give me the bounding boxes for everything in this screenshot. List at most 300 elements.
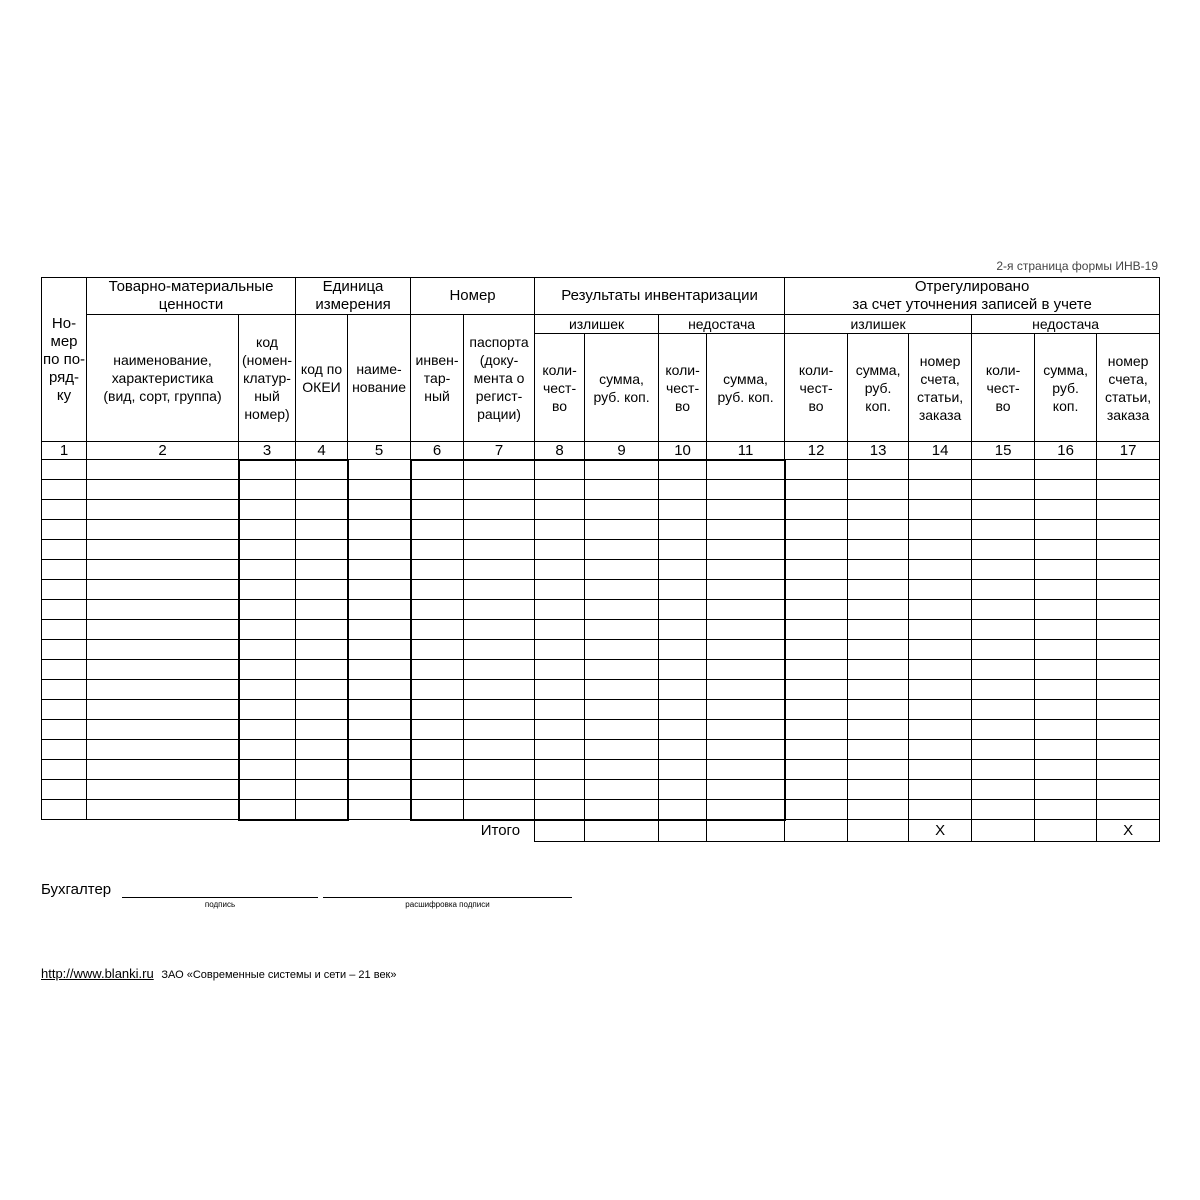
table-cell[interactable]	[239, 580, 296, 600]
table-cell[interactable]	[659, 460, 707, 480]
table-cell[interactable]	[659, 760, 707, 780]
table-cell[interactable]	[585, 780, 659, 800]
table-cell[interactable]	[848, 640, 909, 660]
table-cell[interactable]	[239, 600, 296, 620]
table-cell[interactable]	[585, 660, 659, 680]
table-cell[interactable]	[707, 760, 785, 780]
table-cell[interactable]	[296, 520, 348, 540]
table-cell[interactable]	[909, 560, 972, 580]
table-cell[interactable]	[348, 580, 411, 600]
table-cell[interactable]	[785, 540, 848, 560]
table-cell[interactable]	[1097, 460, 1160, 480]
table-cell[interactable]	[848, 780, 909, 800]
table-cell[interactable]	[848, 740, 909, 760]
table-cell[interactable]	[42, 460, 87, 480]
table-cell[interactable]	[972, 480, 1035, 500]
table-cell[interactable]	[464, 480, 535, 500]
table-cell[interactable]	[464, 620, 535, 640]
table-cell[interactable]	[464, 800, 535, 820]
table-cell[interactable]	[585, 700, 659, 720]
table-cell[interactable]	[1097, 780, 1160, 800]
table-cell[interactable]	[1097, 620, 1160, 640]
table-cell[interactable]	[464, 720, 535, 740]
table-cell[interactable]	[87, 460, 239, 480]
table-cell[interactable]	[909, 780, 972, 800]
table-cell[interactable]	[411, 720, 464, 740]
table-cell[interactable]	[972, 520, 1035, 540]
table-cell[interactable]	[972, 600, 1035, 620]
table-cell[interactable]	[848, 580, 909, 600]
table-cell[interactable]	[659, 480, 707, 500]
table-cell[interactable]	[464, 700, 535, 720]
table-cell[interactable]	[239, 660, 296, 680]
table-cell[interactable]	[42, 680, 87, 700]
table-cell[interactable]	[296, 460, 348, 480]
table-cell[interactable]	[1035, 580, 1097, 600]
table-cell[interactable]	[348, 720, 411, 740]
table-cell[interactable]	[848, 760, 909, 780]
table-cell[interactable]	[348, 700, 411, 720]
table-cell[interactable]	[909, 740, 972, 760]
table-cell[interactable]	[87, 640, 239, 660]
table-cell[interactable]	[42, 660, 87, 680]
table-cell[interactable]	[972, 460, 1035, 480]
table-cell[interactable]	[585, 540, 659, 560]
table-cell[interactable]	[411, 760, 464, 780]
table-cell[interactable]	[785, 720, 848, 740]
table-cell[interactable]	[296, 680, 348, 700]
table-cell[interactable]	[296, 720, 348, 740]
table-cell[interactable]	[42, 480, 87, 500]
table-cell[interactable]	[411, 660, 464, 680]
table-cell[interactable]	[464, 540, 535, 560]
table-cell[interactable]	[42, 520, 87, 540]
table-cell[interactable]	[535, 780, 585, 800]
table-cell[interactable]	[1097, 500, 1160, 520]
table-cell[interactable]	[87, 620, 239, 640]
table-cell[interactable]	[909, 700, 972, 720]
table-cell[interactable]	[464, 780, 535, 800]
table-cell[interactable]	[659, 700, 707, 720]
table-cell[interactable]	[909, 600, 972, 620]
table-cell[interactable]	[707, 660, 785, 680]
table-cell[interactable]	[1097, 640, 1160, 660]
table-cell[interactable]	[785, 660, 848, 680]
table-cell[interactable]	[348, 460, 411, 480]
signature-decode-line[interactable]	[323, 897, 572, 898]
table-cell[interactable]	[785, 760, 848, 780]
table-cell[interactable]	[535, 720, 585, 740]
table-cell[interactable]	[296, 640, 348, 660]
table-cell[interactable]	[585, 800, 659, 820]
table-cell[interactable]	[1035, 460, 1097, 480]
table-cell[interactable]	[464, 580, 535, 600]
table-cell[interactable]	[785, 460, 848, 480]
table-cell[interactable]	[535, 640, 585, 660]
table-cell[interactable]	[848, 600, 909, 620]
table-cell[interactable]	[87, 560, 239, 580]
table-cell[interactable]	[464, 600, 535, 620]
table-cell[interactable]	[535, 620, 585, 640]
table-cell[interactable]	[411, 700, 464, 720]
table-cell[interactable]	[535, 520, 585, 540]
table-cell[interactable]	[1035, 660, 1097, 680]
table-cell[interactable]	[411, 600, 464, 620]
table-cell[interactable]	[411, 620, 464, 640]
table-cell[interactable]	[848, 500, 909, 520]
table-cell[interactable]	[239, 700, 296, 720]
table-cell[interactable]	[1035, 780, 1097, 800]
table-cell[interactable]	[348, 540, 411, 560]
table-cell[interactable]	[848, 660, 909, 680]
table-cell[interactable]	[785, 700, 848, 720]
table-cell[interactable]	[1035, 560, 1097, 580]
table-cell[interactable]	[348, 520, 411, 540]
table-cell[interactable]	[1097, 800, 1160, 820]
table-cell[interactable]	[535, 600, 585, 620]
table-cell[interactable]	[659, 780, 707, 800]
table-cell[interactable]	[785, 560, 848, 580]
table-cell[interactable]	[707, 480, 785, 500]
table-cell[interactable]	[87, 580, 239, 600]
table-cell[interactable]	[411, 460, 464, 480]
table-cell[interactable]	[659, 500, 707, 520]
table-cell[interactable]	[348, 760, 411, 780]
table-cell[interactable]	[1097, 700, 1160, 720]
table-cell[interactable]	[42, 640, 87, 660]
table-cell[interactable]	[42, 620, 87, 640]
table-cell[interactable]	[296, 480, 348, 500]
table-cell[interactable]	[972, 540, 1035, 560]
table-cell[interactable]	[1097, 740, 1160, 760]
totals-cell[interactable]	[535, 820, 585, 842]
table-cell[interactable]	[972, 760, 1035, 780]
table-cell[interactable]	[909, 580, 972, 600]
table-cell[interactable]	[411, 640, 464, 660]
table-cell[interactable]	[535, 800, 585, 820]
table-cell[interactable]	[659, 660, 707, 680]
table-cell[interactable]	[464, 660, 535, 680]
table-cell[interactable]	[87, 500, 239, 520]
table-cell[interactable]	[87, 740, 239, 760]
table-cell[interactable]	[707, 640, 785, 660]
table-cell[interactable]	[348, 600, 411, 620]
table-cell[interactable]	[585, 620, 659, 640]
table-cell[interactable]	[348, 640, 411, 660]
table-cell[interactable]	[239, 460, 296, 480]
table-cell[interactable]	[296, 660, 348, 680]
table-cell[interactable]	[585, 580, 659, 600]
table-cell[interactable]	[87, 680, 239, 700]
table-cell[interactable]	[42, 700, 87, 720]
table-cell[interactable]	[535, 500, 585, 520]
table-cell[interactable]	[411, 680, 464, 700]
table-cell[interactable]	[659, 720, 707, 740]
table-cell[interactable]	[972, 780, 1035, 800]
table-cell[interactable]	[296, 780, 348, 800]
table-cell[interactable]	[909, 640, 972, 660]
table-cell[interactable]	[42, 720, 87, 740]
table-cell[interactable]	[1035, 500, 1097, 520]
table-cell[interactable]	[1097, 680, 1160, 700]
table-cell[interactable]	[909, 800, 972, 820]
table-cell[interactable]	[848, 680, 909, 700]
footer-link[interactable]: http://www.blanki.ru	[41, 966, 154, 981]
table-cell[interactable]	[239, 480, 296, 500]
table-cell[interactable]	[848, 460, 909, 480]
table-cell[interactable]	[707, 580, 785, 600]
table-cell[interactable]	[239, 540, 296, 560]
table-cell[interactable]	[972, 560, 1035, 580]
table-cell[interactable]	[535, 660, 585, 680]
table-cell[interactable]	[909, 520, 972, 540]
table-cell[interactable]	[239, 800, 296, 820]
table-cell[interactable]	[659, 620, 707, 640]
table-cell[interactable]	[348, 680, 411, 700]
table-cell[interactable]	[239, 780, 296, 800]
table-cell[interactable]	[42, 740, 87, 760]
table-cell[interactable]	[348, 620, 411, 640]
table-cell[interactable]	[1035, 540, 1097, 560]
table-cell[interactable]	[1035, 600, 1097, 620]
table-cell[interactable]	[535, 540, 585, 560]
table-cell[interactable]	[87, 660, 239, 680]
table-cell[interactable]	[848, 560, 909, 580]
table-cell[interactable]	[785, 740, 848, 760]
table-cell[interactable]	[239, 720, 296, 740]
table-cell[interactable]	[464, 560, 535, 580]
table-cell[interactable]	[464, 460, 535, 480]
table-cell[interactable]	[785, 500, 848, 520]
table-cell[interactable]	[659, 800, 707, 820]
table-cell[interactable]	[535, 740, 585, 760]
table-cell[interactable]	[239, 520, 296, 540]
table-cell[interactable]	[1097, 480, 1160, 500]
table-cell[interactable]	[1097, 720, 1160, 740]
table-cell[interactable]	[909, 480, 972, 500]
table-cell[interactable]	[659, 540, 707, 560]
table-cell[interactable]	[659, 680, 707, 700]
table-cell[interactable]	[659, 520, 707, 540]
table-cell[interactable]	[239, 560, 296, 580]
table-cell[interactable]	[659, 640, 707, 660]
table-cell[interactable]	[535, 700, 585, 720]
table-cell[interactable]	[87, 720, 239, 740]
totals-cell[interactable]	[707, 820, 785, 842]
table-cell[interactable]	[87, 600, 239, 620]
table-cell[interactable]	[42, 600, 87, 620]
table-cell[interactable]	[411, 560, 464, 580]
table-cell[interactable]	[464, 760, 535, 780]
table-cell[interactable]	[909, 660, 972, 680]
table-cell[interactable]	[659, 580, 707, 600]
table-cell[interactable]	[87, 480, 239, 500]
table-cell[interactable]	[972, 700, 1035, 720]
table-cell[interactable]	[785, 580, 848, 600]
table-cell[interactable]	[464, 680, 535, 700]
table-cell[interactable]	[972, 620, 1035, 640]
totals-cell[interactable]	[848, 820, 909, 842]
table-cell[interactable]	[707, 720, 785, 740]
table-cell[interactable]	[239, 740, 296, 760]
table-cell[interactable]	[411, 800, 464, 820]
table-cell[interactable]	[1035, 800, 1097, 820]
table-cell[interactable]	[296, 760, 348, 780]
table-cell[interactable]	[785, 780, 848, 800]
table-cell[interactable]	[585, 680, 659, 700]
table-cell[interactable]	[585, 480, 659, 500]
table-cell[interactable]	[972, 800, 1035, 820]
table-cell[interactable]	[909, 460, 972, 480]
table-cell[interactable]	[87, 760, 239, 780]
table-cell[interactable]	[411, 480, 464, 500]
table-cell[interactable]	[464, 500, 535, 520]
table-cell[interactable]	[909, 680, 972, 700]
totals-cell[interactable]	[585, 820, 659, 842]
table-cell[interactable]	[1097, 580, 1160, 600]
table-cell[interactable]	[707, 780, 785, 800]
table-cell[interactable]	[1035, 680, 1097, 700]
table-cell[interactable]	[411, 580, 464, 600]
table-cell[interactable]	[87, 540, 239, 560]
table-cell[interactable]	[464, 640, 535, 660]
totals-cell[interactable]	[659, 820, 707, 842]
table-cell[interactable]	[707, 520, 785, 540]
table-cell[interactable]	[42, 500, 87, 520]
table-cell[interactable]	[972, 640, 1035, 660]
table-cell[interactable]	[535, 680, 585, 700]
table-cell[interactable]	[87, 780, 239, 800]
table-cell[interactable]	[659, 560, 707, 580]
table-cell[interactable]	[239, 760, 296, 780]
table-cell[interactable]	[848, 620, 909, 640]
table-cell[interactable]	[464, 740, 535, 760]
table-cell[interactable]	[785, 800, 848, 820]
table-cell[interactable]	[707, 700, 785, 720]
table-cell[interactable]	[1097, 520, 1160, 540]
table-cell[interactable]	[585, 520, 659, 540]
table-cell[interactable]	[1035, 760, 1097, 780]
table-cell[interactable]	[848, 700, 909, 720]
table-cell[interactable]	[42, 800, 87, 820]
table-cell[interactable]	[239, 500, 296, 520]
table-cell[interactable]	[348, 740, 411, 760]
table-cell[interactable]	[87, 520, 239, 540]
table-cell[interactable]	[909, 540, 972, 560]
table-cell[interactable]	[1035, 480, 1097, 500]
table-cell[interactable]	[42, 760, 87, 780]
table-cell[interactable]	[42, 540, 87, 560]
table-cell[interactable]	[848, 540, 909, 560]
table-cell[interactable]	[848, 480, 909, 500]
table-cell[interactable]	[87, 700, 239, 720]
table-cell[interactable]	[909, 720, 972, 740]
table-cell[interactable]	[348, 560, 411, 580]
table-cell[interactable]	[707, 560, 785, 580]
table-cell[interactable]	[296, 740, 348, 760]
table-cell[interactable]	[585, 600, 659, 620]
table-cell[interactable]	[348, 800, 411, 820]
table-cell[interactable]	[909, 500, 972, 520]
table-cell[interactable]	[87, 800, 239, 820]
table-cell[interactable]	[239, 640, 296, 660]
table-cell[interactable]	[1097, 760, 1160, 780]
table-cell[interactable]	[972, 580, 1035, 600]
table-cell[interactable]	[1035, 640, 1097, 660]
table-cell[interactable]	[659, 600, 707, 620]
table-cell[interactable]	[1097, 660, 1160, 680]
table-cell[interactable]	[707, 620, 785, 640]
table-cell[interactable]	[707, 800, 785, 820]
table-cell[interactable]	[1097, 600, 1160, 620]
table-cell[interactable]	[785, 480, 848, 500]
table-cell[interactable]	[707, 540, 785, 560]
table-cell[interactable]	[785, 680, 848, 700]
table-cell[interactable]	[535, 580, 585, 600]
table-cell[interactable]	[972, 680, 1035, 700]
table-cell[interactable]	[585, 720, 659, 740]
table-cell[interactable]	[296, 560, 348, 580]
table-cell[interactable]	[707, 500, 785, 520]
table-cell[interactable]	[535, 760, 585, 780]
table-cell[interactable]	[411, 780, 464, 800]
table-cell[interactable]	[848, 800, 909, 820]
table-cell[interactable]	[909, 760, 972, 780]
table-cell[interactable]	[42, 560, 87, 580]
table-cell[interactable]	[659, 740, 707, 760]
table-cell[interactable]	[411, 500, 464, 520]
table-cell[interactable]	[1035, 620, 1097, 640]
table-cell[interactable]	[909, 620, 972, 640]
table-cell[interactable]	[785, 520, 848, 540]
table-cell[interactable]	[585, 640, 659, 660]
table-cell[interactable]	[348, 780, 411, 800]
table-cell[interactable]	[1035, 740, 1097, 760]
table-cell[interactable]	[296, 620, 348, 640]
table-cell[interactable]	[585, 500, 659, 520]
table-cell[interactable]	[1097, 540, 1160, 560]
table-cell[interactable]	[585, 560, 659, 580]
table-cell[interactable]	[42, 780, 87, 800]
table-cell[interactable]	[972, 740, 1035, 760]
table-cell[interactable]	[785, 600, 848, 620]
table-cell[interactable]	[348, 500, 411, 520]
table-cell[interactable]	[296, 800, 348, 820]
table-cell[interactable]	[535, 480, 585, 500]
table-cell[interactable]	[1035, 700, 1097, 720]
table-cell[interactable]	[585, 740, 659, 760]
table-cell[interactable]	[411, 540, 464, 560]
table-cell[interactable]	[348, 480, 411, 500]
table-cell[interactable]	[1035, 720, 1097, 740]
table-cell[interactable]	[296, 600, 348, 620]
table-cell[interactable]	[848, 520, 909, 540]
table-cell[interactable]	[585, 460, 659, 480]
table-cell[interactable]	[239, 620, 296, 640]
table-cell[interactable]	[972, 720, 1035, 740]
table-cell[interactable]	[535, 560, 585, 580]
table-cell[interactable]	[348, 660, 411, 680]
totals-cell[interactable]	[972, 820, 1035, 842]
table-cell[interactable]	[296, 540, 348, 560]
table-cell[interactable]	[42, 580, 87, 600]
table-cell[interactable]	[707, 680, 785, 700]
table-cell[interactable]	[1097, 560, 1160, 580]
table-cell[interactable]	[296, 700, 348, 720]
table-cell[interactable]	[585, 760, 659, 780]
table-cell[interactable]	[707, 460, 785, 480]
table-cell[interactable]	[296, 500, 348, 520]
